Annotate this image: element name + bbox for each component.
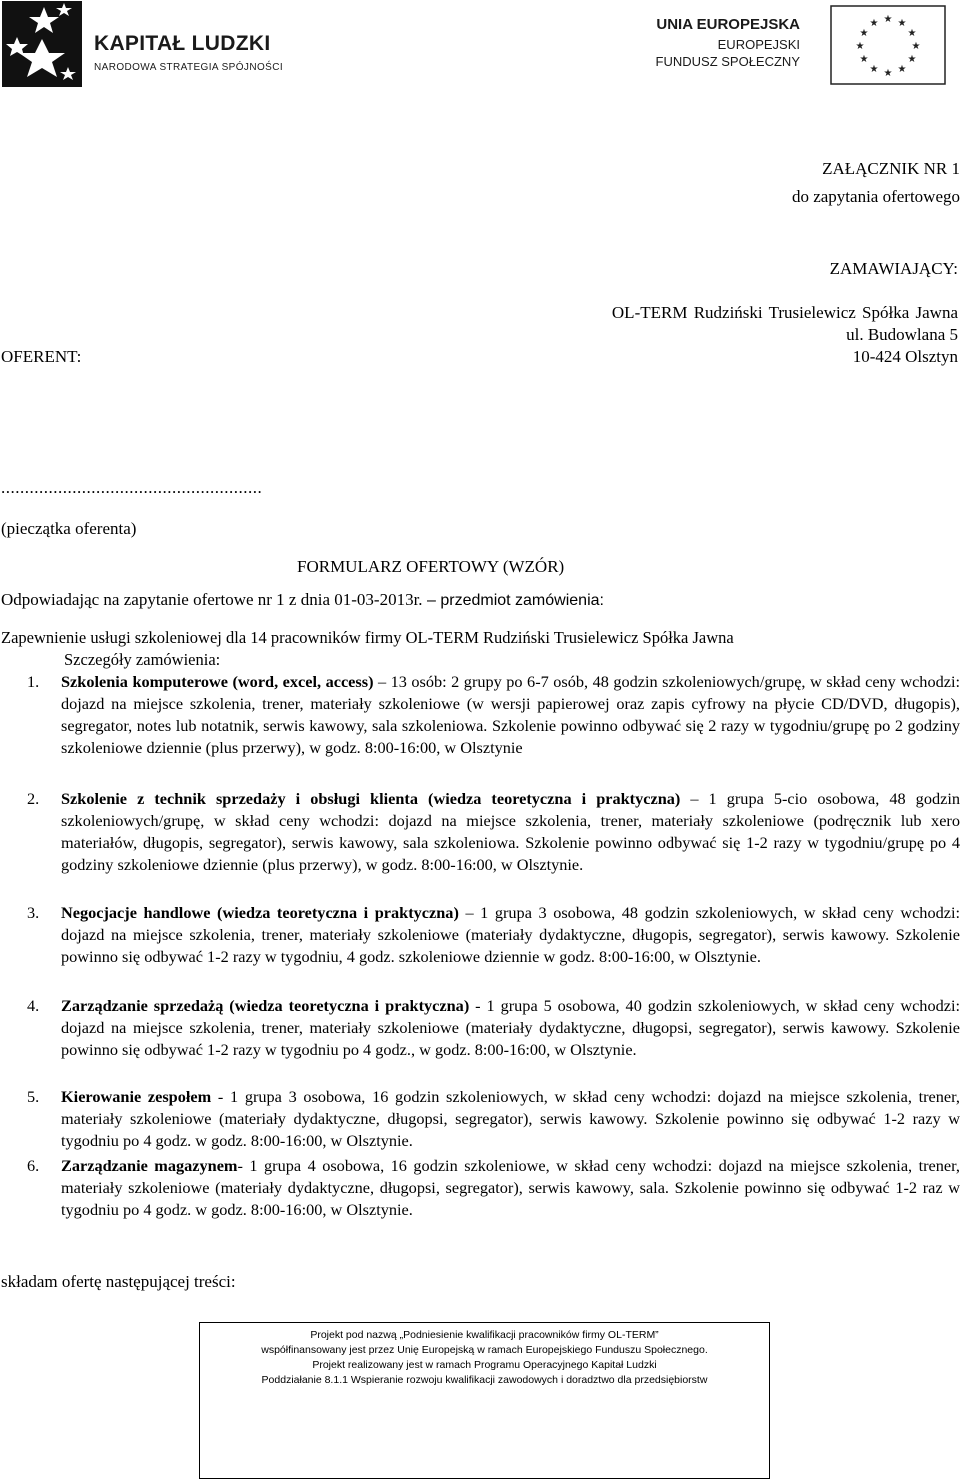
eu-flag-icon	[830, 5, 946, 85]
svg-text:★: ★	[897, 18, 907, 29]
item-text: - 1 grupa 4 osobowa, 16 godzin szkoleniowe, w skład ceny wchodzi: dojazd na miejsce szkolenia, trener, materiały szkoleniowe (materiały dydaktyczne, długopsi, segregator), serwis kawowy, sala. Szkolenie powinno się odbywać 1-2 raz w tygodniu po 4 godz. w godz. 8:00-16:00, w Olsztynie.	[61, 1156, 960, 1220]
annex-title: ZAŁĄCZNIK NR 1	[822, 159, 960, 178]
svg-text:★: ★	[869, 64, 879, 75]
item-text: – 1 grupa 3 osobowa, 48 godzin szkoleniowych, w skład ceny wchodzi: dojazd na miejsce szkolenia, trener, materiały szkoleniowe (materiały dydaktyczne, długopis, segregator), serwis kawowy. Szkolenie powinno się odbywać 1-2 razy w tygodniu, 4 godz. szkoleniowe dziennie w godz. 8:00-16:00, w Olsztynie.	[61, 903, 960, 967]
item-number: 4.	[27, 996, 40, 1015]
svg-text:★: ★	[907, 28, 917, 39]
item-number: 5.	[27, 1087, 40, 1106]
item-title: Zarządzanie magazynem	[61, 1156, 238, 1175]
footer-line-2: współfinansowany jest przez Unię Europejską w ramach Europejskiego Funduszu Społecznego.	[261, 1344, 708, 1356]
item-text: – 13 osób: 2 grupy po 6-7 osób, 48 godzin szkoleniowych/grupę, w skład ceny wchodzi: dojazd na miejsce szkolenia, trener, materiały szkoleniowe (w wersji papierowej oraz zapis cyfrowy na płycie CD/DVD, długopis), segregator, notes lub notatnik, serwis kawowy, sala szkoleniowa. Szkolenie powinno odbywać się 2 razy w tygodniu/grupę po 2 godziny szkoleniowe dziennie (plus przerwy), w godz. 8:00-16:00, w Olsztynie	[61, 672, 960, 758]
stamp-label: (pieczątka oferenta)	[1, 519, 137, 538]
contractor-company: OL-TERM Rudziński Trusielewicz Spółka Jawna	[611, 303, 958, 322]
footer-line-1: Projekt pod nazwą „Podniesienie kwalifikacji pracowników firmy OL-TERM”	[310, 1329, 659, 1341]
svg-text:★: ★	[855, 41, 865, 52]
form-subject: Zapewnienie usługi szkoleniowej dla 14 pracowników firmy OL-TERM Rudziński Trusielewicz Spółka Jawna	[1, 628, 734, 647]
list-item	[27, 788, 960, 876]
list-item	[27, 902, 960, 968]
item-number: 1.	[27, 672, 40, 691]
svg-text:★: ★	[883, 68, 893, 79]
annex-subtitle: do zapytania ofertowego	[791, 187, 960, 206]
contractor-city: 10-424 Olsztyn	[852, 347, 958, 366]
form-title: FORMULARZ OFERTOWY (WZÓR)	[297, 557, 565, 576]
eu-logo-line3: FUNDUSZ SPOŁECZNY	[655, 54, 800, 69]
svg-text:★: ★	[907, 54, 917, 65]
project-footer-box	[199, 1322, 770, 1479]
contractor-label: ZAMAWIAJĄCY:	[829, 259, 958, 278]
kapital-ludzki-emblem-icon	[2, 1, 90, 89]
svg-text:★: ★	[911, 41, 921, 52]
item-title: Zarządzanie sprzedażą (wiedza teoretyczna i praktyczna)	[61, 996, 470, 1015]
form-intro-request: Odpowiadając na zapytanie ofertowe nr 1 z dnia 01-03-2013r.	[1, 590, 423, 609]
svg-text:★: ★	[859, 28, 869, 39]
item-title: Szkolenie z technik sprzedaży i obsługi klienta (wiedza teoretyczna i praktyczna)	[61, 789, 681, 808]
svg-text:★: ★	[897, 64, 907, 75]
item-number: 6.	[27, 1156, 40, 1175]
item-text: – 1 grupa 5-cio osobowa, 48 godzin szkoleniowych/grupę, w skład ceny wchodzi: dojazd na miejsce szkolenia, trener, materiały szkoleniowe (podręcznik lub xero materiałów, długopis, segregator), serwis kawowy, sala szkoleniowa. Szkolenie powinno odbywać się 1-2 razy w tygodniu/grupę po 4 godziny szkoleniowe dziennie (plus przerwy), w godz. 8:00-16:00, w Olsztynie.	[61, 789, 960, 875]
svg-text:★: ★	[883, 14, 893, 25]
list-item	[27, 1155, 960, 1221]
svg-text:★: ★	[859, 54, 869, 65]
item-title: Szkolenia komputerowe (word, excel, access)	[61, 672, 374, 691]
eu-logo-line2: EUROPEJSKI	[717, 37, 800, 52]
footer-line-3: Projekt realizowany jest w ramach Programu Operacyjnego Kapitał Ludzki	[312, 1359, 657, 1371]
form-intro	[1, 589, 604, 612]
list-item	[27, 671, 960, 759]
eu-logo-line1: UNIA EUROPEJSKA	[656, 16, 800, 33]
item-title: Negocjacje handlowe (wiedza teoretyczna i praktyczna)	[61, 903, 459, 922]
kapital-ludzki-logo	[0, 0, 320, 90]
offer-statement: składam ofertę następującej treści:	[1, 1272, 236, 1291]
item-number: 2.	[27, 789, 40, 808]
form-intro-subject-label: – przedmiot zamówienia:	[422, 592, 604, 609]
stamp-dots: .......................................................	[1, 478, 263, 497]
item-title: Kierowanie zespołem	[61, 1087, 212, 1106]
list-item	[27, 995, 960, 1061]
item-text: - 1 grupa 3 osobowa, 16 godzin szkoleniowych, w skład ceny wchodzi: dojazd na miejsce szkolenia, trener, materiały szkoleniowe (materiały dydaktyczne, długopsi, segregator), serwis kawowy. Szkolenie powinno się odbywać 1-2 razy w tygodniu po 4 godz. w godz. 8:00-16:00, w Olsztynie.	[61, 1087, 960, 1151]
item-number: 3.	[27, 903, 40, 922]
offerer-label: OFERENT:	[1, 347, 82, 366]
item-text: - 1 grupa 5 osobowa, 40 godzin szkoleniowych, w skład ceny wchodzi: dojazd na miejsce szkolenia, trener, materiały szkoleniowe (materiały dydaktyczne, długopsi, segregator), serwis kawowy. Szkolenie powinno się odbywać 1-2 razy w tygodniu po 4 godz., w godz. 8:00-16:00, w Olsztynie.	[61, 996, 960, 1060]
list-item	[27, 1086, 960, 1152]
kapital-ludzki-title: KAPITAŁ LUDZKI	[94, 32, 271, 55]
contractor-street: ul. Budowlana 5	[846, 325, 958, 344]
eu-logo	[640, 0, 960, 90]
svg-text:★: ★	[869, 18, 879, 29]
footer-line-4: Poddziałanie 8.1.1 Wspieranie rozwoju kwalifikacji zawodowych i doradztwo dla przedsiębiorstw	[261, 1374, 708, 1386]
kapital-ludzki-subtitle: NARODOWA STRATEGIA SPÓJNOŚCI	[94, 62, 284, 73]
form-details-label: Szczegóły zamówienia:	[64, 650, 221, 669]
